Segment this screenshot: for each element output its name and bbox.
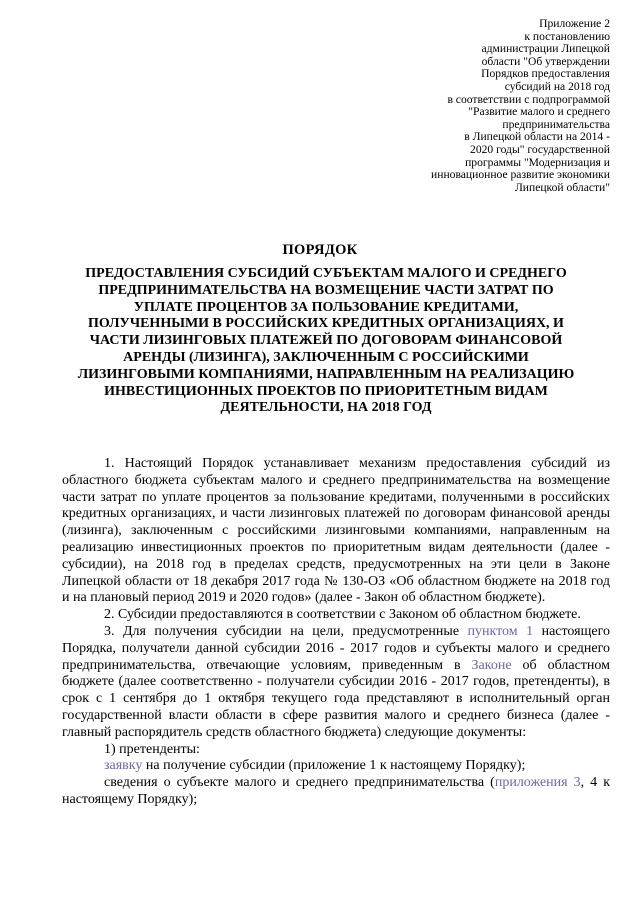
annex-block xyxy=(380,18,610,194)
annex-line: Порядков предоставления xyxy=(481,67,610,81)
paragraph-1: 1. Настоящий Порядок устанавливает механизм предоставления субсидий из областного бюджета субъектам малого и среднего предпринимательства на возмещение части затрат по уплате процентов за пользование кредитами, полученными в российских кредитных организациях, и части лизинговых платежей по договорам финансовой аренды (лизинга), заключенным с российскими лизинговыми компаниями, направленным на реализацию инвестиционных проектов по приоритетным видам деятельности (далее - субсидии), на 2018 год в пределах средств, предусмотренных на эти цели в Законе Липецкой области от 18 декабря 2017 года № 130-ОЗ «Об областном бюджете на 2018 год и на плановый период 2019 и 2020 годов» (далее - Закон об областном бюджете). xyxy=(62,456,610,606)
link-budget-law[interactable]: Законе xyxy=(471,657,512,673)
item-info-text-a: сведения о субъекте малого и среднего предпринимательства ( xyxy=(104,775,495,791)
link-appendix-3[interactable]: приложения 3 xyxy=(494,775,581,791)
annex-line: области "Об утверждении xyxy=(481,54,610,68)
document-title: ПОРЯДОК xyxy=(282,242,358,258)
subtitle-line: ПРЕДОСТАВЛЕНИЯ СУБСИДИЙ СУБЪЕКТАМ МАЛОГО И СРЕДНЕГО xyxy=(85,266,567,281)
subtitle-line: АРЕНДЫ (ЛИЗИНГА), ЗАКЛЮЧЕННЫМ С РОССИЙСКИМИ xyxy=(123,349,529,365)
link-point-1[interactable]: пунктом 1 xyxy=(467,623,534,639)
annex-line: Липецкой области" xyxy=(514,180,610,194)
item-1: 1) претенденты: xyxy=(104,741,200,757)
annex-line: Приложение 2 xyxy=(539,17,610,30)
item-application xyxy=(62,758,610,775)
paragraph-2: 2. Субсидии предоставляются в соответствии с Законом об областном бюджете. xyxy=(104,607,581,623)
item-info-text-b: , 4 к настоящему Порядку); xyxy=(62,775,611,807)
subtitle-line: ДЕЯТЕЛЬНОСТИ, НА 2018 ГОД xyxy=(220,400,432,416)
annex-line: "Развитие малого и среднего xyxy=(468,105,610,119)
annex-line: в соответствии с подпрограммой xyxy=(447,92,610,106)
annex-line: инновационное развитие экономики xyxy=(431,168,610,182)
link-application[interactable]: заявку xyxy=(104,758,143,774)
subtitle-line: ЧАСТИ ЛИЗИНГОВЫХ ПЛАТЕЖЕЙ ПО ДОГОВОРАМ ФИНАНСОВОЙ xyxy=(89,333,563,349)
paragraph-3-text-a: 3. Для получения субсидии на цели, предусмотренные xyxy=(104,623,468,639)
annex-line: к постановлению xyxy=(524,29,610,43)
annex-line: в Липецкой области на 2014 - xyxy=(464,130,610,144)
subtitle-line: УПЛАТЕ ПРОЦЕНТОВ ЗА ПОЛЬЗОВАНИЕ КРЕДИТАМИ, xyxy=(133,299,519,315)
subtitle-line: ПОЛУЧЕННЫМИ В РОССИЙСКИХ КРЕДИТНЫХ ОРГАНИЗАЦИЯХ, И xyxy=(88,316,564,332)
annex-line: программы "Модернизация и xyxy=(465,155,610,169)
item-application-text: на получение субсидии (приложение 1 к настоящему Порядку); xyxy=(142,758,526,774)
annex-line: администрации Липецкой xyxy=(481,42,610,56)
annex-line: субсидий на 2018 год xyxy=(504,79,610,93)
subtitle-line: ЛИЗИНГОВЫМИ КОМПАНИЯМИ, НАПРАВЛЕННЫМ НА РЕАЛИЗАЦИЮ xyxy=(77,366,575,382)
item-info xyxy=(62,775,610,809)
paragraph-3 xyxy=(62,624,610,742)
subtitle-line: ИНВЕСТИЦИОННЫХ ПРОЕКТОВ ПО ПРИОРИТЕТНЫМ ВИДАМ xyxy=(104,383,548,399)
subtitle-line: ПРЕДПРИНИМАТЕЛЬСТВА НА ВОЗМЕЩЕНИЕ ЧАСТИ ЗАТРАТ ПО xyxy=(98,282,554,298)
annex-line: 2020 годы" государственной xyxy=(470,142,610,156)
document-body xyxy=(62,456,610,809)
annex-line: предпринимательства xyxy=(502,117,610,131)
paragraph-3-text-b: настоящего Порядка, получатели данной субсидии 2016 - 2017 годов и субъекты малого и среднего предпринимательства, отвечающие условиям, приведенным в xyxy=(62,623,610,673)
document-subtitle xyxy=(66,266,586,417)
paragraph-3-text-c: об областном бюджете (далее соответственно - получатели субсидии 2016 - 2017 годов, претенденты), в срок с 1 сентября до 1 октября текущего года представляют в исполнительный орган государственной власти области в сфере развития малого и среднего бизнеса (далее - главный распорядитель средств областного бюджета) следующие документы: xyxy=(62,657,610,740)
